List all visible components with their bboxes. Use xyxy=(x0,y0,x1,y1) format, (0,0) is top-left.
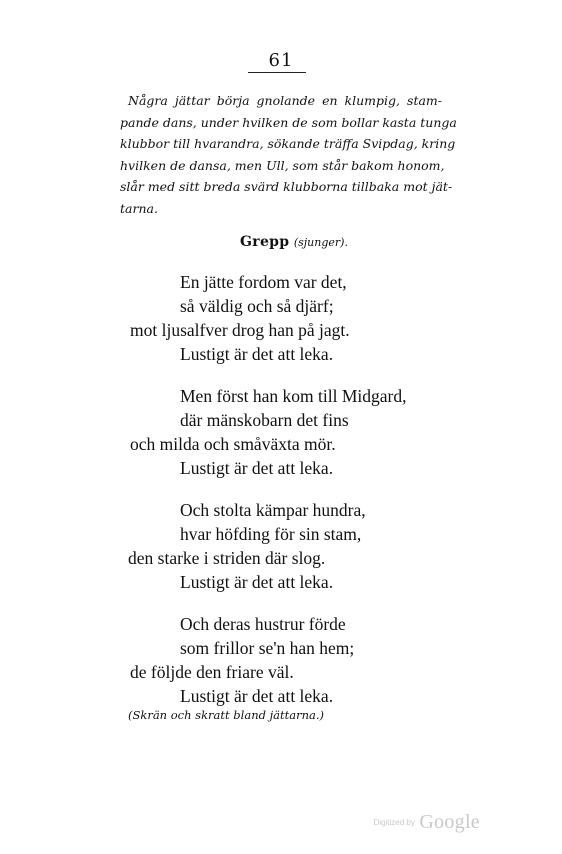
stage-direction-line: slår med sitt breda svärd klubborna tillbaka mot jät- xyxy=(120,179,453,195)
closing-stage-direction: (Skrän och skratt bland jättarna.) xyxy=(128,708,325,722)
google-digitized-watermark xyxy=(374,811,481,834)
stage-direction-line: hvilken de dansa, men Ull, som står bakom honom, xyxy=(120,157,445,173)
verse-line: så väldig och så djärf; xyxy=(180,296,334,316)
speaker-heading xyxy=(0,234,562,250)
refrain-line: Lustigt är det att leka. xyxy=(180,458,334,478)
watermark-digitized-text: Digitized by xyxy=(373,818,415,827)
page-number: 61 xyxy=(268,50,294,71)
verse-line: mot ljusalfver drog han på jagt. xyxy=(130,320,350,340)
verse-line: Och stolta kämpar hundra, xyxy=(180,500,366,520)
speaker-name: Grepp xyxy=(240,234,290,250)
stage-direction-line: klubbor till hvarandra, sökande träffa Svipdag, kring xyxy=(120,136,456,152)
stage-direction-line: tarna. xyxy=(120,200,158,216)
page-number-rule xyxy=(248,72,306,73)
refrain-line: Lustigt är det att leka. xyxy=(180,686,334,706)
verse-line: hvar höfding för sin stam, xyxy=(180,524,362,544)
refrain-line: Lustigt är det att leka. xyxy=(180,572,334,592)
verse-line: som frillor se'n han hem; xyxy=(180,638,355,658)
stage-direction-line: pande dans, under hvilken de som bollar kasta tunga xyxy=(120,114,457,130)
stage-direction-line: Några jättar börja gnolande en klumpig, stam- xyxy=(128,93,442,108)
verse-line: de följde den friare väl. xyxy=(130,662,294,682)
stage-direction xyxy=(120,90,457,220)
verse-line: den starke i striden där slog. xyxy=(128,548,326,568)
speaker-note: (sjunger). xyxy=(293,236,348,249)
google-logo: Google xyxy=(419,811,480,833)
verse-line: En jätte fordom var det, xyxy=(180,272,347,292)
verse-line: och milda och småväxta mör. xyxy=(130,434,336,454)
verse-line: där mänskobarn det fins xyxy=(180,410,349,430)
verse-line: Men först han kom till Midgard, xyxy=(180,386,407,406)
refrain-line: Lustigt är det att leka. xyxy=(180,344,334,364)
verse-line: Och deras hustrur förde xyxy=(180,614,346,634)
